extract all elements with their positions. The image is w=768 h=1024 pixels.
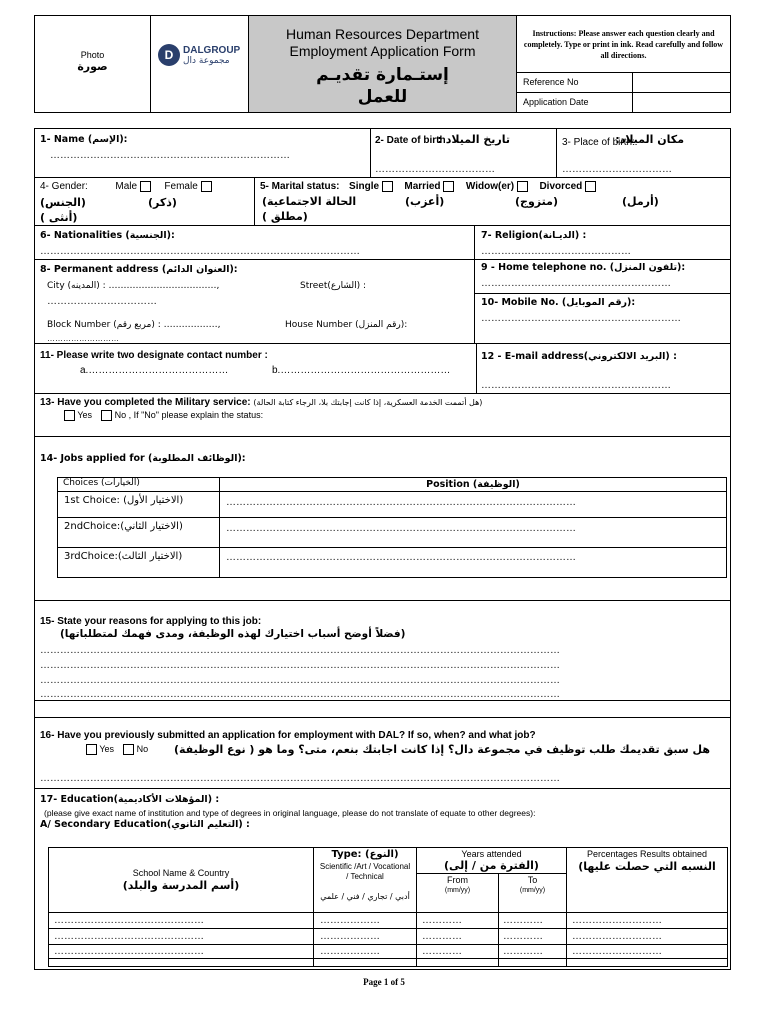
military-options — [64, 410, 263, 421]
reference-no-field[interactable] — [633, 73, 730, 92]
dob-field[interactable]: ……………………………… — [375, 164, 495, 175]
married-checkbox[interactable] — [443, 181, 454, 192]
gender-label-ar: (الجنس) — [40, 196, 86, 209]
street-field[interactable]: …………………………… — [47, 296, 157, 307]
photo-label: Photo — [80, 50, 105, 60]
edu-row-1-school[interactable]: ……………………………………… — [54, 915, 204, 926]
contact-b-field[interactable]: b.…………………………………………… — [272, 365, 451, 376]
previous-field[interactable]: ………………………………………………………………………………………………………………………………………… — [40, 773, 560, 784]
education-label: 17- Education(المؤهلات الأكاديمية) : — [40, 794, 220, 805]
department-title: Human Resources Department — [286, 26, 479, 42]
military-no-checkbox[interactable] — [101, 410, 112, 421]
dob-label-ar: تاريخ الميلاد : — [437, 133, 510, 146]
widow-label-ar: (أرمل) — [622, 195, 659, 208]
edu-row-3-to[interactable]: ………… — [503, 946, 543, 957]
previous-no-label: No — [136, 744, 149, 754]
email-label: 12 - E-mail address(البريد الالكتروني) : — [481, 351, 677, 362]
to-header: To — [527, 875, 538, 885]
house-field[interactable]: ……………………… — [47, 334, 119, 343]
secondary-label: A/ Secondary Education(التعليم الثانوي) : — [40, 819, 250, 830]
form-title-ar: إستـمارة تقديـم للعمل — [316, 65, 449, 107]
to-format: (mm/yy) — [519, 887, 546, 894]
contacts-label: 11- Please write two designate contact number : — [40, 350, 268, 361]
female-label-ar: ( أنثى) — [40, 211, 78, 224]
mobile-label: 10- Mobile No. (رقم الموبايل): — [481, 297, 636, 308]
years-header-ar: (الفترة من / إلى) — [444, 859, 539, 872]
years-header: Years attended — [461, 849, 522, 859]
pct-header-ar: النسبه التي حصلت عليها) — [578, 860, 716, 873]
single-label: Single — [349, 181, 380, 193]
name-label: 1- Name (الإسم): — [40, 134, 128, 145]
edu-row-1-from[interactable]: ………… — [422, 915, 462, 926]
edu-row-1-type[interactable]: ……………… — [320, 915, 380, 926]
widow-label: Widow(er) — [465, 181, 515, 193]
application-date-field[interactable] — [633, 93, 730, 112]
military-explain: , If "No" please explain the status: — [128, 410, 264, 420]
education-note: (please give exact name of institution and type of degrees in original language, please do not translate of equate to other degrees): — [44, 808, 536, 818]
edu-row-2-to[interactable]: ………… — [503, 931, 543, 942]
female-checkbox[interactable] — [201, 181, 212, 192]
marital-row — [260, 181, 596, 192]
reasons-label-ar: (فضلاً أوضح أسباب اختيارك لهذه الوظيفة، ومدى فهمك لمتطلباتها) — [60, 628, 406, 640]
from-format: (mm/yy) — [444, 887, 471, 894]
married-label: Married — [404, 181, 441, 193]
email-field[interactable]: ………………………………………………… — [481, 380, 671, 391]
page-number: Page 1 of 5 — [363, 977, 405, 987]
edu-row-2-pct[interactable]: ……………………… — [572, 931, 662, 942]
logo-text-ar: مجموعة دال — [183, 55, 230, 66]
street-label: Street(الشارع) : — [300, 281, 366, 291]
marital-label-ar: (الحالة الاجتماعية — [262, 195, 357, 208]
divorced-label: Divorced — [539, 181, 583, 193]
job-position-1[interactable]: …………………………………………………………………………………………… — [226, 497, 576, 508]
edu-row-3-school[interactable]: ……………………………………… — [54, 946, 204, 957]
widow-checkbox[interactable] — [517, 181, 528, 192]
type-sub: Scientific /Art / Vocational / Technical — [319, 862, 411, 881]
dal-logo — [158, 40, 246, 70]
home-tel-label: 9 - Home telephone no. (تلفون المنزل): — [481, 262, 686, 273]
edu-row-2-school[interactable]: ……………………………………… — [54, 931, 204, 942]
reasons-line-1[interactable]: ………………………………………………………………………………………………………………………………………… — [40, 645, 560, 656]
married-label-ar: (متزوج) — [515, 195, 558, 208]
photo-label-ar: صورة — [77, 60, 108, 73]
divorced-checkbox[interactable] — [585, 181, 596, 192]
military-label: 13- Have you completed the Military service: — [40, 397, 251, 408]
reasons-label: 15- State your reasons for applying to this job: — [40, 616, 262, 627]
reasons-line-2[interactable]: ………………………………………………………………………………………………………………………………………… — [40, 660, 560, 671]
mobile-field[interactable]: …………………………………………………… — [481, 313, 681, 324]
type-header: Type: (النوع) — [331, 849, 399, 860]
dal-logo-icon: D — [158, 44, 180, 66]
job-choice-1: 1st Choice: (الاختيار الأول) — [64, 495, 184, 506]
pob-label: 3- Place of birth: — [562, 137, 635, 148]
contact-a-field[interactable]: a.…………………………………… — [80, 365, 229, 376]
male-checkbox[interactable] — [140, 181, 151, 192]
previous-label: 16- Have you previously submitted an application for employment with DAL? If so, when? and what job? — [40, 730, 536, 741]
dob-label: 2- Date of birth — [375, 135, 446, 146]
religion-label: 7- Religion(الديـانة) : — [481, 230, 587, 241]
job-choice-2: 2ndChoice:(الاختيار الثاني) — [64, 521, 183, 532]
jobs-label: 14- Jobs applied for (الوظائف المطلوبة): — [40, 453, 246, 464]
type-ar: أدبي / تجاري / فني / علمي — [320, 892, 410, 901]
edu-row-1-pct[interactable]: ……………………… — [572, 915, 662, 926]
edu-row-1-to[interactable]: ………… — [503, 915, 543, 926]
pob-label-ar: مكان الميلاد: — [615, 133, 684, 146]
reasons-line-4[interactable]: ………………………………………………………………………………………………………………………………………… — [40, 689, 560, 700]
address-label: 8- Permanent address (العنوان الدائم): — [40, 264, 238, 275]
edu-row-2-from[interactable]: ………… — [422, 931, 462, 942]
reference-no-label: Reference No — [523, 77, 579, 87]
from-header: From — [447, 875, 468, 885]
nationalities-label: 6- Nationalities (الجنسية): — [40, 230, 175, 241]
instructions: Instructions: Please answer each question clearly and completely. Type or print in ink. Read carefully and follow all directions. — [523, 29, 724, 60]
marital-label: 5- Marital status: — [260, 181, 340, 193]
jobs-choices-header: Choices (الخيارات) — [63, 478, 140, 488]
military-label-ar: (هل أتممت الخدمة العسكرية، إذا كانت إجابتك بلا، الرجاء كتابة الحالة) — [253, 398, 483, 407]
name-field[interactable]: ……………………………………………………………… — [50, 150, 290, 161]
edu-row-3-from[interactable]: ………… — [422, 946, 462, 957]
single-label-ar: (أعزب) — [405, 195, 445, 208]
application-date-label: Application Date — [523, 97, 589, 107]
city-field[interactable]: City (المدينه) : ………………………………, — [47, 281, 220, 291]
previous-yes-label: Yes — [99, 744, 115, 754]
edu-row-3-pct[interactable]: ……………………… — [572, 946, 662, 957]
home-tel-field[interactable]: ………………………………………………… — [481, 278, 671, 289]
religion-field[interactable]: ……………………………………… — [481, 246, 631, 257]
military-yes-checkbox[interactable] — [64, 410, 75, 421]
photo-box[interactable] — [35, 50, 150, 73]
edu-row-3-type[interactable]: ……………… — [320, 946, 380, 957]
military-explain-field[interactable] — [40, 423, 725, 435]
logo-text-en: DALGROUP — [183, 44, 241, 56]
edu-row-2-type[interactable]: ……………… — [320, 931, 380, 942]
male-label: Male — [115, 181, 138, 193]
single-checkbox[interactable] — [382, 181, 393, 192]
reasons-line-3[interactable]: ………………………………………………………………………………………………………………………………………… — [40, 675, 560, 686]
military-yes-label: Yes — [77, 410, 93, 420]
school-header-ar: (أسم المدرسة والبلد) — [122, 879, 240, 892]
gender-label: 4- Gender: — [40, 181, 88, 193]
form-title: Employment Application Form — [289, 43, 476, 59]
gender-row — [40, 181, 212, 192]
job-position-2[interactable]: …………………………………………………………………………………………… — [226, 523, 576, 534]
female-label: Female — [164, 181, 198, 193]
school-header: School Name & Country — [132, 868, 230, 878]
house-label: House Number (رقم المنزل): — [285, 320, 408, 330]
nationalities-field[interactable]: …………………………………………………………………………………… — [40, 246, 360, 257]
pct-header: Percentages Results obtained — [586, 849, 708, 859]
block-field[interactable]: Block Number (مربع رقم) : ………………, — [47, 320, 221, 330]
job-position-3[interactable]: …………………………………………………………………………………………… — [226, 552, 576, 563]
military-no-label: No — [114, 410, 127, 420]
pob-field[interactable]: …………………………… — [562, 164, 672, 175]
job-choice-3: 3rdChoice:(الاختيار الثالث) — [64, 551, 183, 562]
jobs-position-header: Position (الوظيفة) — [426, 479, 520, 490]
previous-label-ar: هل سبق تقديمك طلب توظيف في مجموعة دال؟ إذا كانت اجابتك بنعم، متى؟ وما هو ( نوع الوظيفة) — [173, 743, 710, 756]
divorced-label-ar: ( مطلق) — [262, 210, 308, 223]
military-row — [40, 397, 482, 408]
male-label-ar: (ذكر) — [148, 196, 177, 209]
